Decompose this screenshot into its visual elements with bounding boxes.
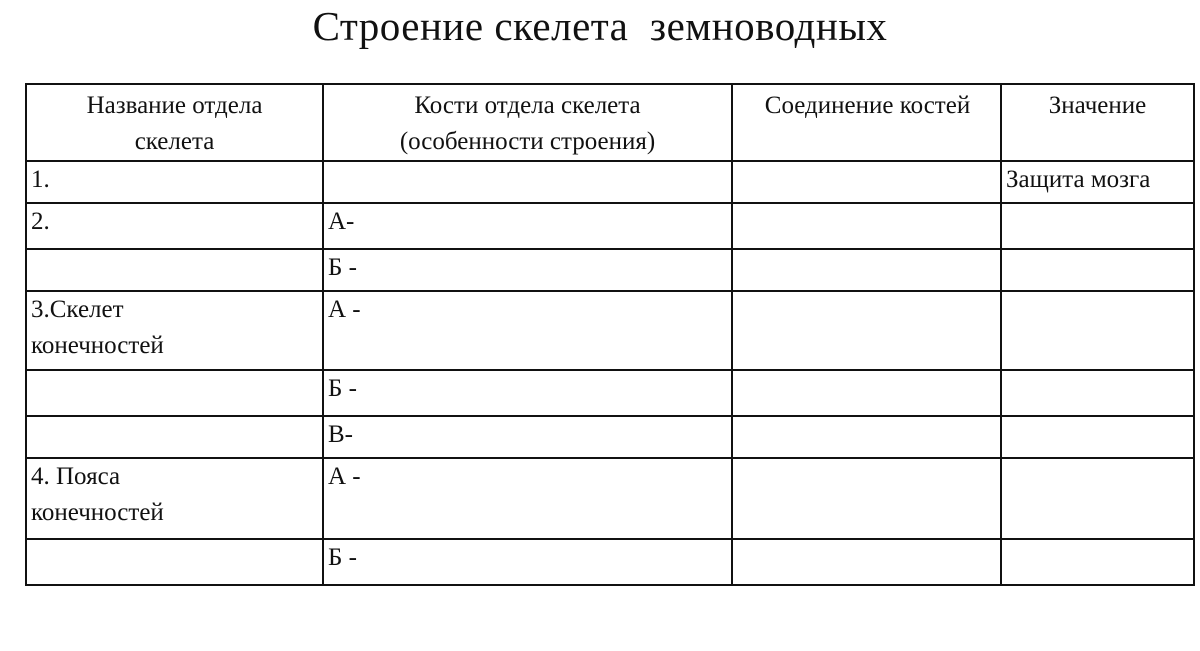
joint-cell[interactable] <box>732 370 1001 416</box>
table-row <box>26 291 1194 370</box>
meaning-cell[interactable] <box>1001 370 1194 416</box>
table-row <box>26 249 1194 291</box>
meaning-cell[interactable] <box>1001 458 1194 539</box>
header-meaning: Значение <box>1001 84 1194 161</box>
table-row <box>26 539 1194 585</box>
skeleton-table <box>25 83 1195 586</box>
joint-cell[interactable] <box>732 161 1001 203</box>
section-cell[interactable] <box>26 370 323 416</box>
joint-cell[interactable] <box>732 291 1001 370</box>
meaning-cell[interactable] <box>1001 249 1194 291</box>
meaning-cell[interactable] <box>1001 291 1194 370</box>
bones-cell[interactable] <box>323 161 732 203</box>
joint-cell[interactable] <box>732 539 1001 585</box>
page-title: Строение скелета земноводных <box>312 3 888 49</box>
bones-cell[interactable]: А - <box>323 291 732 370</box>
joint-cell[interactable] <box>732 203 1001 249</box>
bones-cell[interactable]: А- <box>323 203 732 249</box>
joint-cell[interactable] <box>732 458 1001 539</box>
section-cell[interactable]: 3.Скелет конечностей <box>26 291 323 370</box>
table-row <box>26 458 1194 539</box>
table-row <box>26 416 1194 458</box>
header-joint: Соединение костей <box>732 84 1001 161</box>
section-cell[interactable] <box>26 249 323 291</box>
bones-cell[interactable]: А - <box>323 458 732 539</box>
bones-cell[interactable]: Б - <box>323 249 732 291</box>
bones-cell[interactable]: Б - <box>323 539 732 585</box>
bones-cell[interactable]: Б - <box>323 370 732 416</box>
table-row <box>26 203 1194 249</box>
table-header-row <box>26 84 1194 161</box>
table-row <box>26 161 1194 203</box>
joint-cell[interactable] <box>732 249 1001 291</box>
meaning-cell[interactable] <box>1001 203 1194 249</box>
joint-cell[interactable] <box>732 416 1001 458</box>
meaning-cell[interactable]: Защита мозга <box>1001 161 1194 203</box>
section-cell[interactable] <box>26 539 323 585</box>
section-cell[interactable]: 4. Пояса конечностей <box>26 458 323 539</box>
bones-cell[interactable]: В- <box>323 416 732 458</box>
header-section-name: Название отдела скелета <box>26 84 323 161</box>
section-cell[interactable]: 2. <box>26 203 323 249</box>
section-cell[interactable]: 1. <box>26 161 323 203</box>
meaning-cell[interactable] <box>1001 416 1194 458</box>
header-bones: Кости отдела скелета (особенности строения) <box>323 84 732 161</box>
meaning-cell[interactable] <box>1001 539 1194 585</box>
section-cell[interactable] <box>26 416 323 458</box>
table-row <box>26 370 1194 416</box>
